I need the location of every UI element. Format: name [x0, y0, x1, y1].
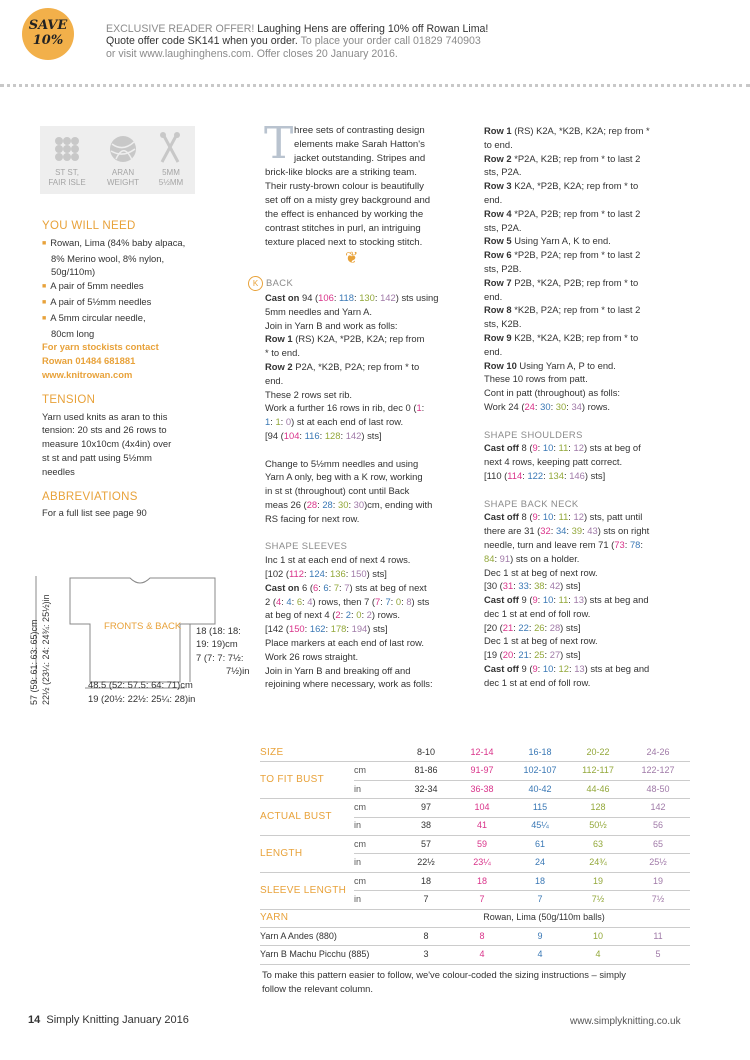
unit: cm [354, 762, 398, 780]
material-item: 8% Merino wool, 8% nylon, [51, 252, 165, 264]
shape-shoulders-heading: SHAPE SHOULDERS [484, 428, 583, 440]
cell: 61 [510, 835, 570, 853]
footer-left [28, 1014, 189, 1028]
knit-badge: K [248, 276, 263, 291]
cell: 4 [454, 946, 510, 964]
schematic-sleeve [196, 624, 249, 678]
stockist-line: Rowan 01484 681881 [42, 355, 136, 367]
ornament-icon: ❦ [345, 250, 359, 267]
icon-label: ST ST, [55, 168, 79, 177]
cell: 104 [454, 799, 510, 817]
cell: 44-46 [570, 780, 626, 798]
cell: 32-34 [398, 780, 454, 798]
yarn-label: YARN [260, 909, 354, 927]
intro-line: jacket outstanding. Stripes and [294, 153, 426, 164]
schematic-height [28, 594, 52, 705]
intro-text [264, 118, 455, 250]
table-row [260, 799, 690, 817]
right-column: Row 1 (RS) K2A, *K2B, K2A; rep from * to end. Row 2 *P2A, K2B; rep from * to last 2 sts, P2A. Row 3 K2A, *P2B, K2A; rep from * to end. Row 4 *P2A, P2B; rep from * to last 2 sts, P2A. Row 5 Using Yarn A, K to end. Row 6 *P2B, P2A; rep from * to last 2 sts, P2B. Row 7 P2B, *K2A, P2B; rep from * to end. Row 8 *K2B, P2A; rep from * to last 2 sts, K2B. Row 9 K2B, *K2A, K2B; rep from * to end. Row 10 Using Yarn A, P to end. These 10 rows from patt. Cont in patt (throughout) as folls: Work 24 (24: 30: 30: 34) rows. SHAPE SHOULDERS Cast off 8 (9: 10: 11: 12) sts at beg of next 4 rows, keeping patt correct. [110 (114: 122: 134: 146) sts] SHAPE BACK NECK Cast off 8 (9: 10: 11: 12) sts, patt until there are 31 (32: 34: 39: 43) sts on right needle, turn and leave rem 71 (73: 78: 84: 91) sts on a holder. Dec 1 st at beg of next row. [30 (31: 33: 38: 42) sts] Cast off 9 (9: 10: 11: 13) sts at beg and dec 1 st at end of foll row. [20 (21: 22: 26: 28) sts] Dec 1 st at beg of next row. [19 (20: 21: 25: 27) sts] Cast off 9 (9: 10: 12: 13) sts at beg and dec 1 st at end of foll row. [484, 124, 699, 690]
size-table [260, 744, 690, 965]
cell: 25½ [626, 854, 690, 872]
schematic-height-in: 22½ (23¼: 24: 24¾: 25½)in [41, 594, 51, 705]
schematic-label: FRONTS & BACK [104, 621, 182, 632]
schematic-sleeve-line: 18 (18: 18: [196, 625, 241, 636]
cell: 4 [510, 946, 570, 964]
cell: 22½ [398, 854, 454, 872]
cell: 19 [570, 872, 626, 890]
intro-line: set off on a misty grey background and [265, 195, 431, 206]
back-heading: BACK [266, 277, 294, 288]
cell: 57 [398, 835, 454, 853]
footnote-line: To make this pattern easier to follow, we've colour-coded the sizing instructions – simply [262, 969, 626, 980]
cell: 63 [570, 835, 626, 853]
size-col: 16-18 [510, 744, 570, 762]
cell: 24 [510, 854, 570, 872]
cell: 91-97 [454, 762, 510, 780]
tension-line: tension: 20 sts and 26 rows to [42, 424, 167, 436]
cell: 65 [626, 835, 690, 853]
cell: 36-38 [454, 780, 510, 798]
icon-label: WEIGHT [107, 178, 139, 187]
cell: 48-50 [626, 780, 690, 798]
cell: 56 [626, 817, 690, 835]
unit: in [354, 854, 398, 872]
cell: 18 [510, 872, 570, 890]
cell: 10 [570, 927, 626, 945]
tension-line: measure 10x10cm (4x4in) over [42, 438, 172, 450]
yarn-row-label: Yarn A Andes (880) [260, 927, 398, 945]
unit: cm [354, 835, 398, 853]
cell: 122-127 [626, 762, 690, 780]
page-number: 14 [28, 1014, 41, 1026]
cell: 102-107 [510, 762, 570, 780]
yarn-ball-icon [108, 134, 138, 164]
unit: cm [354, 799, 398, 817]
row-label: LENGTH [260, 835, 354, 872]
cell: 7½ [570, 891, 626, 909]
unit: in [354, 817, 398, 835]
you-will-need-heading: YOU WILL NEED [42, 220, 136, 232]
left-column [42, 212, 242, 520]
table-row [260, 872, 690, 890]
cell: 38 [398, 817, 454, 835]
cell: 41 [454, 817, 510, 835]
tension-line: Yarn used knits as aran to this [42, 410, 168, 422]
offer-code: Quote offer code SK141 when you order. [106, 35, 298, 48]
size-col: 20-22 [570, 744, 626, 762]
footer-url[interactable]: www.simplyknitting.co.uk [570, 1016, 681, 1027]
schematic-height-cm: 57 (59: 61: 63: 65)cm [29, 619, 39, 705]
material-item: 80cm long [51, 327, 95, 339]
intro-line: the effect is enhanced by working the [265, 209, 424, 220]
save-badge-text [22, 18, 74, 48]
cell: 9 [510, 927, 570, 945]
table-footnote [262, 968, 626, 996]
abbreviations-text: For a full list see page 90 [42, 507, 147, 519]
cell: 4 [570, 946, 626, 964]
intro-line: elements make Sarah Hatton's [294, 139, 425, 150]
cell: 5 [626, 946, 690, 964]
cell: 142 [626, 799, 690, 817]
table-row [260, 744, 690, 762]
shape-sleeves-heading: SHAPE SLEEVES [265, 540, 348, 552]
needles-icon [158, 132, 182, 164]
row-label: SLEEVE LENGTH [260, 872, 354, 909]
cell: 11 [626, 927, 690, 945]
tension-heading: TENSION [42, 393, 96, 406]
dotted-divider [0, 84, 750, 87]
offer-text [106, 23, 488, 60]
intro-dropcap: T [264, 118, 294, 169]
cell: 8 [398, 927, 454, 945]
cell: 8 [454, 927, 510, 945]
table-row [260, 762, 690, 780]
size-col: 8-10 [398, 744, 454, 762]
cell: 50½ [570, 817, 626, 835]
cell: 128 [570, 799, 626, 817]
icon-label: ARAN [111, 168, 135, 177]
stockist-link[interactable]: www.knitrowan.com [42, 368, 133, 380]
tension-line: st st and patt using 5½mm [42, 451, 152, 463]
tension-line: needles [42, 465, 75, 477]
cell: 97 [398, 799, 454, 817]
schematic-width-cm: 48.5 (52: 57.5: 64: 71)cm [88, 679, 193, 690]
icon-label: FAIR ISLE [48, 178, 86, 187]
icon-label: 5½MM [158, 178, 184, 187]
intro-line: texture placed next to stocking stitch. [265, 237, 423, 248]
schematic-sleeve-line: 7 (7: 7: 7½: [196, 651, 244, 663]
schematic-sleeve-line: 19: 19)cm [196, 638, 238, 650]
material-item: ■ A pair of 5½mm needles [42, 295, 242, 311]
cell: 112-117 [570, 762, 626, 780]
abbreviations-heading: ABBREVIATIONS [42, 490, 138, 503]
table-row [260, 835, 690, 853]
cell: 7½ [626, 891, 690, 909]
unit: cm [354, 872, 398, 890]
material-item: ■ A 5mm circular needle, [42, 311, 242, 327]
unit: in [354, 780, 398, 798]
cell: 81-86 [398, 762, 454, 780]
table-row [260, 946, 690, 964]
cell: 40-42 [510, 780, 570, 798]
badge-line-1: SAVE [28, 18, 68, 33]
cell: 115 [510, 799, 570, 817]
cell: 45¼ [510, 817, 570, 835]
schematic-width-in: 19 (20½: 22½: 25¼: 28)in [88, 692, 196, 704]
cell: 59 [454, 835, 510, 853]
cell: 19 [626, 872, 690, 890]
size-col: 24-26 [626, 744, 690, 762]
yarn-text: Rowan, Lima (50g/110m balls) [398, 909, 690, 927]
cell: 18 [398, 872, 454, 890]
cell: 3 [398, 946, 454, 964]
row-label: TO FIT BUST [260, 762, 354, 799]
back-section: K BACK Cast on 94 (106: 118: 130: 142) sts using 5mm needles and Yarn A. Join in Yarn B and work as folls: Row 1 (RS) K2A, *P2B, K2A; rep from * to end. Row 2 P2A, *K2B, P2A; rep from * to end. These 2 rows set rib. Work a further 16 rows in rib, dec 0 (1: 1: 1: 0) st at each end of last row. [94 (104: 116: 128: 142) sts] Change to 5½mm needles and using Yarn A only, beg with a K row, working in st st (throughout) cont until Back meas 26 (28: 28: 30: 30)cm, ending with RS facing for next row. SHAPE SLEEVES Inc 1 st at each end of next 4 rows. [102 (112: 124: 136: 150) sts] Cast on 6 (6: 6: 7: 7) sts at beg of next 2 (4: 4: 6: 4) rows, then 7 (7: 7: 0: 8) sts at beg of next 4 (2: 2: 0: 2) rows. [142 (150: 162: 178: 194) sts] Place markers at each end of last row. Work 26 rows straight. Join in Yarn B and breaking off and rejoining where necessary, work as folls: [248, 276, 463, 691]
offer-website: or visit www.laughinghens.com. Offer closes 20 January 2016. [106, 47, 398, 60]
cell: 23¼ [454, 854, 510, 872]
badge-line-2: 10% [32, 33, 64, 48]
unit: in [354, 891, 398, 909]
offer-phone: To place your order call 01829 740903 [300, 35, 481, 48]
cell: 18 [454, 872, 510, 890]
offer-lead: EXCLUSIVE READER OFFER! [106, 23, 255, 35]
footnote-line: follow the relevant column. [262, 983, 373, 994]
stitch-icon [54, 136, 82, 162]
intro-line: brick-like blocks are a striking team. [265, 167, 417, 178]
schematic-width [88, 678, 195, 706]
icon-label: 5MM [162, 168, 180, 177]
intro-line: contrast stitches in purl, an intriguing [265, 223, 421, 234]
table-row [260, 927, 690, 945]
intro-line: Their rusty-brown colour is beautifully [265, 181, 424, 192]
yarn-row-label: Yarn B Machu Picchu (885) [260, 946, 398, 964]
shape-back-neck-heading: SHAPE BACK NECK [484, 497, 579, 509]
size-col: 12-14 [454, 744, 510, 762]
offer-lead-bold: Laughing Hens are offering 10% off Rowan Lima! [257, 23, 489, 35]
magazine-title: Simply Knitting January 2016 [46, 1014, 189, 1026]
row-label: ACTUAL BUST [260, 799, 354, 836]
material-item: 50g/110m) [51, 266, 96, 278]
intro-line: hree sets of contrasting design [294, 125, 425, 136]
table-row [260, 909, 690, 927]
material-item: ■ Rowan, Lima (84% baby alpaca, [42, 236, 242, 252]
cell: 7 [398, 891, 454, 909]
cell: 24¾ [570, 854, 626, 872]
size-label: SIZE [260, 744, 354, 762]
cell: 7 [510, 891, 570, 909]
stockist-line: For yarn stockists contact [42, 341, 159, 353]
material-item: ■ A pair of 5mm needles [42, 279, 242, 295]
schematic-sleeve-line: 7½)in [226, 665, 250, 677]
cell: 7 [454, 891, 510, 909]
